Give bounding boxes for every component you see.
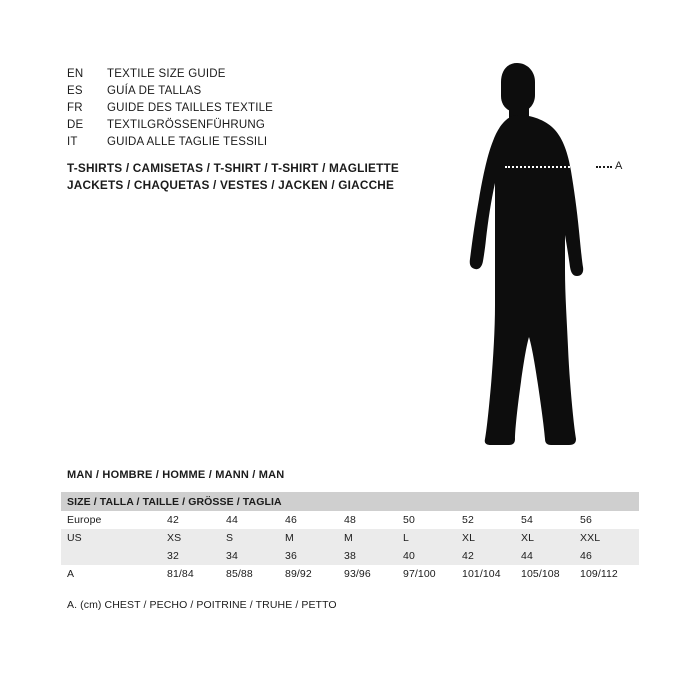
- row-cell: 89/92: [285, 568, 312, 580]
- row-cell: 97/100: [403, 568, 436, 580]
- language-row: [67, 66, 467, 83]
- language-text: TEXTILGRÖSSENFÜHRUNG: [107, 119, 265, 131]
- row-cell: 85/88: [226, 568, 253, 580]
- row-cell: 46: [580, 547, 639, 565]
- row-cell: 46: [285, 514, 297, 526]
- language-row: [67, 134, 467, 151]
- language-text: TEXTILE SIZE GUIDE: [107, 68, 226, 80]
- size-table: [61, 492, 639, 583]
- row-cell: S: [226, 529, 285, 547]
- row-cell: 105/108: [521, 568, 560, 580]
- table-row: [61, 511, 639, 529]
- table-title: MAN / HOMBRE / HOMME / MANN / MAN: [67, 469, 285, 481]
- table-row: [61, 547, 639, 565]
- row-cell: 50: [403, 514, 415, 526]
- language-code: FR: [67, 102, 83, 114]
- row-cell: L: [403, 529, 462, 547]
- row-cell: 109/112: [580, 568, 618, 580]
- row-cell: XL: [521, 529, 580, 547]
- row-cell: 42: [462, 547, 521, 565]
- language-text: GUÍA DE TALLAS: [107, 85, 202, 97]
- language-code: DE: [67, 119, 84, 131]
- row-label: Europe: [67, 514, 102, 526]
- row-cell: 52: [462, 514, 474, 526]
- language-row: [67, 100, 467, 117]
- row-cell: 34: [226, 547, 285, 565]
- row-cell: XXL: [580, 529, 639, 547]
- row-cell: 32: [167, 547, 226, 565]
- garment-line-tshirts: T-SHIRTS / CAMISETAS / T-SHIRT / T-SHIRT / MAGLIETTE: [67, 161, 399, 175]
- table-header-row: [61, 492, 639, 511]
- row-cell: 44: [521, 547, 580, 565]
- row-cell: M: [344, 529, 403, 547]
- male-figure-illustration: [455, 55, 665, 455]
- chest-measure-line-inner: [505, 166, 598, 170]
- table-header-label: SIZE / TALLA / TAILLE / GRÖSSE / TAGLIA: [67, 495, 282, 508]
- row-cell: M: [285, 529, 344, 547]
- chest-measure-line-outer: [596, 166, 612, 170]
- garment-types: [67, 160, 399, 194]
- row-cell: 40: [403, 547, 462, 565]
- language-row: [67, 117, 467, 134]
- row-cell: 56: [580, 514, 592, 526]
- language-code: EN: [67, 68, 84, 80]
- language-code: IT: [67, 136, 78, 148]
- row-cell: 101/104: [462, 568, 501, 580]
- row-cell: 44: [226, 514, 238, 526]
- row-cell: 54: [521, 514, 533, 526]
- footnote: A. (cm) CHEST / PECHO / POITRINE / TRUHE / PETTO: [67, 599, 337, 611]
- language-list: [67, 66, 467, 151]
- language-text: GUIDE DES TAILLES TEXTILE: [107, 102, 274, 114]
- row-label: US: [61, 529, 167, 547]
- row-cell: 42: [167, 514, 179, 526]
- row-cell: 93/96: [344, 568, 371, 580]
- garment-line-jackets: JACKETS / CHAQUETAS / VESTES / JACKEN / GIACCHE: [67, 178, 395, 192]
- row-cell: 48: [344, 514, 356, 526]
- chest-measure-label: A: [615, 160, 623, 172]
- row-cell: 36: [285, 547, 344, 565]
- table-row: [61, 529, 639, 547]
- row-cell: XS: [167, 529, 226, 547]
- language-text: GUIDA ALLE TAGLIE TESSILI: [107, 136, 268, 148]
- row-label: A: [67, 568, 75, 580]
- row-cell: 38: [344, 547, 403, 565]
- row-cell: XL: [462, 529, 521, 547]
- language-code: ES: [67, 85, 83, 97]
- language-row: [67, 83, 467, 100]
- row-label: [61, 547, 167, 565]
- table-row: [61, 565, 639, 583]
- row-cell: 81/84: [167, 568, 194, 580]
